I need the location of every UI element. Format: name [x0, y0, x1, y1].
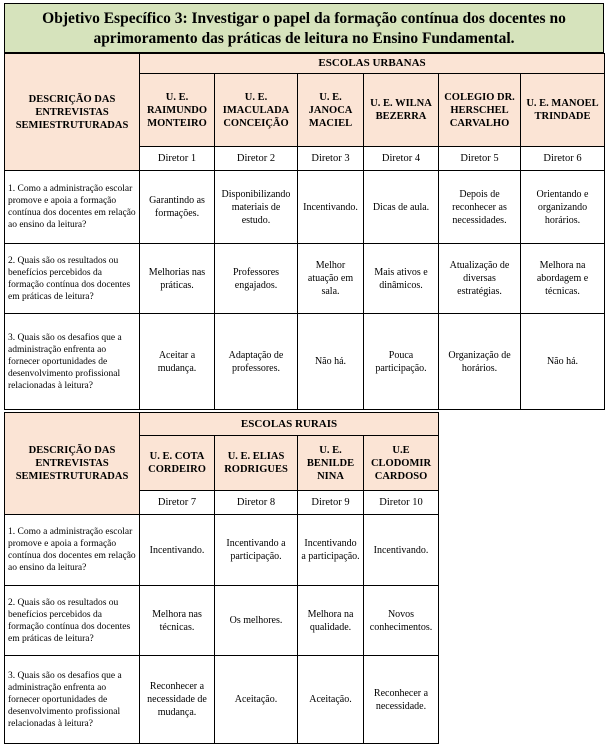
answer-cell: Dicas de aula. [364, 171, 439, 244]
answer-cell: Melhorias nas práticas. [140, 244, 215, 314]
answer-cell: Professores engajados. [215, 244, 298, 314]
school-name: U. E. ELIAS RODRIGUES [215, 436, 298, 491]
objective-line-2: aprimoramento das práticas de leitura no Ensino Fundamental. [93, 30, 515, 47]
answer-cell: Pouca participação. [364, 314, 439, 410]
school-name: U.E CLODOMIR CARDOSO [364, 436, 439, 491]
question-cell: 1. Como a administração escolar promove e apoia a formação contínua dos docentes em relação ao ensino da leitura? [5, 171, 140, 244]
answer-cell: Reconhecer a necessidade. [364, 656, 439, 744]
answer-cell: Incentivando. [298, 171, 364, 244]
rural-group-title: ESCOLAS RURAIS [140, 413, 439, 436]
school-name: U. E. MANOEL TRINDADE [521, 74, 605, 147]
school-name: U. E. RAIMUNDO MONTEIRO [140, 74, 215, 147]
answer-cell: Incentivando a participação. [215, 515, 298, 586]
answer-cell: Organização de horários. [439, 314, 521, 410]
answer-cell: Reconhecer a necessidade de mudança. [140, 656, 215, 744]
school-name: U. E. BENILDE NINA [298, 436, 364, 491]
director-label: Diretor 6 [521, 147, 605, 171]
school-name: U. E. JANOCA MACIEL [298, 74, 364, 147]
answer-cell: Orientando e organizando horários. [521, 171, 605, 244]
school-name: U. E. COTA CORDEIRO [140, 436, 215, 491]
answer-cell: Aceitação. [298, 656, 364, 744]
urban-description-header: DESCRIÇÃO DAS ENTREVISTAS SEMIESTRUTURADAS [5, 54, 140, 171]
question-cell: 3. Quais são os desafios que a administração enfrenta ao fornecer oportunidades de desenvolvimento profissional relacionadas à leitura? [5, 656, 140, 744]
director-label: Diretor 5 [439, 147, 521, 171]
director-label: Diretor 9 [298, 491, 364, 515]
rural-description-header: DESCRIÇÃO DAS ENTREVISTAS SEMIESTRUTURADAS [5, 413, 140, 515]
answer-cell: Não há. [298, 314, 364, 410]
answer-cell: Atualização de diversas estratégias. [439, 244, 521, 314]
answer-cell: Disponibilizando materiais de estudo. [215, 171, 298, 244]
answer-cell: Garantindo as formações. [140, 171, 215, 244]
director-label: Diretor 10 [364, 491, 439, 515]
answer-cell: Adaptação de professores. [215, 314, 298, 410]
answer-cell: Melhora nas técnicas. [140, 586, 215, 656]
director-label: Diretor 8 [215, 491, 298, 515]
answer-cell: Mais ativos e dinâmicos. [364, 244, 439, 314]
objective-line-1: Objetivo Específico 3: Investigar o papel da formação contínua dos docentes no [42, 10, 566, 27]
question-cell: 3. Quais são os desafios que a administração enfrenta ao fornecer oportunidades de desenvolvimento profissional relacionadas à leitura? [5, 314, 140, 410]
rural-schools-table [4, 412, 439, 744]
answer-cell: Melhora na qualidade. [298, 586, 364, 656]
answer-cell: Não há. [521, 314, 605, 410]
answer-cell: Incentivando. [140, 515, 215, 586]
answer-cell: Aceitação. [215, 656, 298, 744]
objective-title [4, 3, 604, 53]
urban-schools-table [4, 53, 605, 410]
answer-cell: Os melhores. [215, 586, 298, 656]
question-cell: 2. Quais são os resultados ou benefícios percebidos da formação contínua dos docentes em práticas de leitura? [5, 586, 140, 656]
document [4, 3, 604, 53]
school-name: U. E. IMACULADA CONCEIÇÃO [215, 74, 298, 147]
urban-group-title: ESCOLAS URBANAS [140, 54, 605, 74]
director-label: Diretor 7 [140, 491, 215, 515]
answer-cell: Melhora na abordagem e técnicas. [521, 244, 605, 314]
question-cell: 1. Como a administração escolar promove e apoia a formação contínua dos docentes em relação ao ensino da leitura? [5, 515, 140, 586]
question-cell: 2. Quais são os resultados ou benefícios percebidos da formação contínua dos docentes em práticas de leitura? [5, 244, 140, 314]
answer-cell: Depois de reconhecer as necessidades. [439, 171, 521, 244]
school-name: U. E. WILNA BEZERRA [364, 74, 439, 147]
director-label: Diretor 1 [140, 147, 215, 171]
director-label: Diretor 2 [215, 147, 298, 171]
school-name: COLEGIO DR. HERSCHEL CARVALHO [439, 74, 521, 147]
answer-cell: Melhor atuação em sala. [298, 244, 364, 314]
answer-cell: Incentivando. [364, 515, 439, 586]
director-label: Diretor 4 [364, 147, 439, 171]
director-label: Diretor 3 [298, 147, 364, 171]
answer-cell: Novos conhecimentos. [364, 586, 439, 656]
answer-cell: Aceitar a mudança. [140, 314, 215, 410]
answer-cell: Incentivando a participação. [298, 515, 364, 586]
